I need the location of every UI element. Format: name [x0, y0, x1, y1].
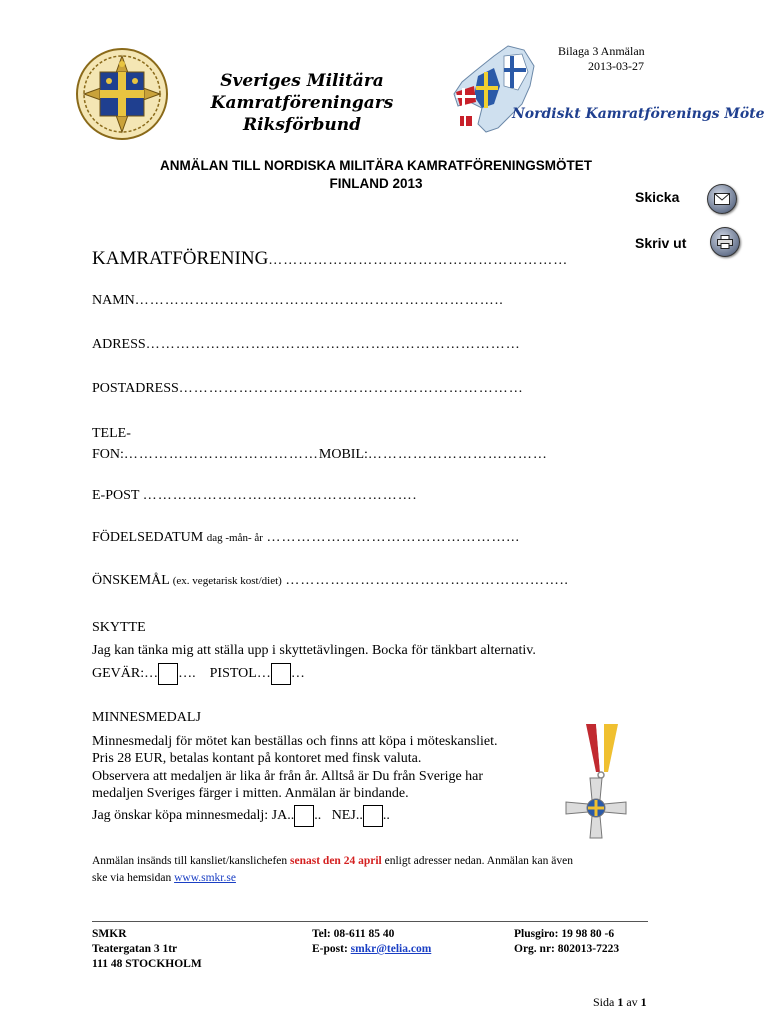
pistol-label: PISTOL… [209, 666, 271, 682]
submission-text-after: enligt adresser nedan. Anmälan kan även [384, 855, 573, 867]
send-label[interactable]: Skicka [635, 189, 680, 205]
medal-order-label: Jag önskar köpa minnesmedalj: JA [92, 807, 288, 823]
footer-tel: Tel: 08-611 85 40 [312, 928, 395, 940]
footer-email-label: E-post: [312, 943, 348, 955]
rifle-checkbox[interactable] [158, 663, 178, 685]
print-label[interactable]: Skriv ut [635, 235, 687, 251]
attachment-label [558, 44, 645, 74]
dietary-wish-dots: ………………………………………….…….. [285, 573, 569, 588]
smkr-emblem [74, 46, 170, 142]
page-total: 1 [640, 995, 647, 1009]
birthdate-field[interactable] [92, 530, 520, 546]
phone-field[interactable] [92, 423, 548, 465]
footer-city: 111 48 STOCKHOLM [92, 958, 202, 970]
mobile-label: MOBIL: [318, 447, 368, 462]
birthdate-dots: …………………………………………... [266, 530, 520, 545]
submission-note [92, 853, 573, 887]
postal-address-field[interactable] [92, 381, 524, 397]
medal-section [92, 709, 498, 827]
shooting-text: Jag kan tänka mig att ställa upp i skyttetävlingen. Bocka för tänkbart alternativ. [92, 643, 536, 658]
mobile-dots: ……………………………… [367, 447, 548, 462]
phone-label-line2: FON: [92, 447, 124, 462]
footer-email-link[interactable]: smkr@telia.com [350, 943, 432, 955]
rifle-label: GEVÄR:… [92, 666, 159, 682]
medal-no-label: NEJ [331, 807, 356, 823]
rifle-after: …. [178, 666, 196, 682]
email-dots: ………………………………………………. [142, 488, 418, 503]
association-field[interactable] [92, 248, 568, 270]
email-label: E-POST [92, 488, 140, 503]
meeting-logo-text: Nordiskt Kamratförenings Möte [512, 106, 765, 122]
dietary-wish-label: ÖNSKEMÅL [92, 573, 170, 588]
page-of: av [626, 995, 638, 1009]
medal-yes-checkbox[interactable] [294, 805, 314, 827]
medal-no-checkbox[interactable] [363, 805, 383, 827]
medal-heading: MINNESMEDALJ [92, 710, 201, 725]
medal-yes-after: .. [314, 807, 322, 823]
postal-address-label: POSTADRESS [92, 381, 179, 396]
birthdate-label: FÖDELSEDATUM [92, 530, 204, 545]
send-button[interactable] [707, 184, 737, 214]
email-field[interactable] [92, 488, 417, 504]
medal-line1: Minnesmedalj för mötet kan beställas och finns att köpa i möteskansliet. [92, 733, 498, 749]
form-title [96, 157, 656, 193]
address-dots: ………………………………………………………………… [145, 337, 521, 352]
page-current: 1 [617, 995, 624, 1009]
dietary-wish-field[interactable] [92, 573, 569, 589]
medal-line2: Pris 28 EUR, betalas kontant på kontoret med finsk valuta. [92, 751, 422, 766]
shooting-heading: SKYTTE [92, 620, 146, 635]
medal-line3: Observera att medaljen är lika år från år. Alltså är Du från Sverige har [92, 768, 484, 784]
name-label: NAMN [92, 293, 135, 308]
pistol-after: … [290, 666, 305, 682]
association-label: KAMRATFÖRENING [92, 248, 269, 269]
submission-text-line2: ske via hemsidan [92, 872, 172, 884]
form-title-line1: ANMÄLAN TILL NORDISKA MILITÄRA KAMRATFÖRENINGSMÖTET [160, 158, 592, 173]
submission-deadline: senast den 24 april [290, 855, 382, 867]
name-field[interactable] [92, 293, 504, 309]
printer-icon [717, 235, 733, 249]
page-label: Sida [593, 995, 615, 1009]
attachment-title: Bilaga 3 Anmälan [558, 44, 645, 58]
phone-label-line1: TELE- [92, 426, 131, 441]
pistol-checkbox[interactable] [271, 663, 291, 685]
phone-dots: ………………………………… [123, 447, 319, 462]
form-title-line2: FINLAND 2013 [329, 176, 423, 191]
medal-yes-dots: .. [287, 807, 295, 823]
birthdate-hint: dag -mån- år [206, 532, 263, 544]
footer-giro: Plusgiro: 19 98 80 -6 [514, 928, 615, 940]
medal-line4: medaljen Sveriges färger i mitten. Anmälan är bindande. [92, 786, 409, 801]
address-field[interactable] [92, 337, 521, 353]
footer-org-nr: Org. nr: 802013-7223 [514, 943, 620, 955]
medal-no-dots: .. [355, 807, 363, 823]
org-name-line2: Riksförbund [242, 115, 362, 135]
attachment-date: 2013-03-27 [588, 59, 644, 73]
footer-divider [92, 921, 648, 922]
address-label: ADRESS [92, 337, 146, 352]
page-number [593, 995, 647, 1010]
footer-street: Teatergatan 3 1tr [92, 943, 178, 955]
org-name [164, 70, 440, 136]
medal-no-after: .. [382, 807, 390, 823]
submission-text-before: Anmälan insänds till kansliet/kanslichefen [92, 855, 288, 867]
shooting-section [92, 617, 536, 685]
postal-address-dots: …………………………………………………………… [178, 381, 524, 396]
medal-image [556, 722, 630, 842]
website-link[interactable]: www.smkr.se [174, 872, 236, 884]
org-name-line1: Sveriges Militära Kamratföreningars [210, 71, 394, 113]
envelope-icon [714, 193, 730, 205]
print-button[interactable] [710, 227, 740, 257]
dietary-wish-hint: (ex. vegetarisk kost/diet) [172, 575, 282, 587]
association-dots: …………………………………………………… [268, 253, 569, 268]
footer-org: SMKR [92, 928, 127, 940]
footer [92, 927, 652, 972]
name-dots: ……………………………………………………………….. [134, 293, 504, 308]
